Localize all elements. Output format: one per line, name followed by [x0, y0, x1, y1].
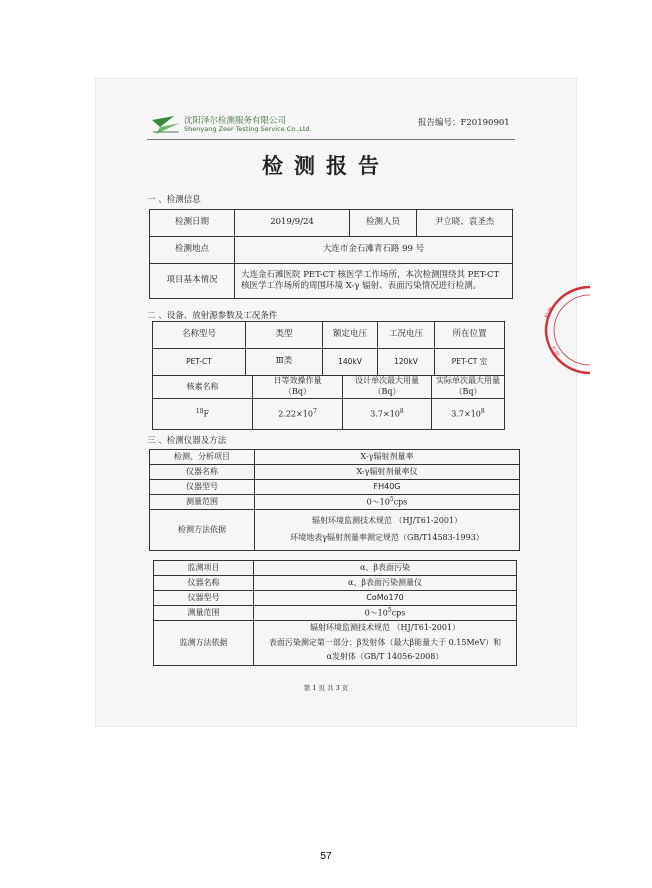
range-text: 0～10 [364, 608, 388, 618]
company-name-cn: 沈阳泽尔检测服务有限公司 [184, 116, 287, 126]
nuclide-header-unit: （Bq） [454, 387, 482, 396]
document-title: 检测报告 [262, 153, 390, 178]
equip-cell: PET-CT [153, 349, 246, 376]
company-name-en: Shenyang Zeer Testing Service Co.,Ltd. [184, 125, 312, 133]
report-number: 报告编号：F20190901 [418, 118, 510, 128]
inst1-label: 检测、分析项目 [150, 450, 255, 465]
nuclide-name [153, 399, 253, 430]
inst1-value: X-γ辐射剂量率 [255, 450, 520, 465]
daily-base: 2.22×10 [278, 409, 313, 419]
equip-header: 工况电压 [378, 322, 435, 349]
location-label: 检测地点 [150, 237, 235, 264]
nuclide-header-line: 日等效操作量 [273, 376, 322, 386]
inst2-label: 仪器名称 [154, 576, 254, 591]
nuclide-table [152, 375, 505, 430]
equip-cell: 120kV [378, 349, 435, 376]
project-line-1: 大连金石滩医院 PET-CT 核医学工作场所，本次检测围绕其 PET-CT [241, 269, 500, 280]
inst2-label: 仪器型号 [154, 591, 254, 606]
inspector-label: 检测人员 [350, 210, 417, 237]
svg-text:检测: 检测 [543, 306, 556, 320]
inst2-label: 测量范围 [154, 606, 254, 621]
inspection-info-table [149, 209, 513, 299]
section-heading-1: 一 、检测信息 [147, 195, 201, 205]
instrument-table-2 [153, 560, 517, 666]
inst2-range [254, 606, 517, 621]
equip-header: 额定电压 [323, 322, 378, 349]
inst1-range [255, 495, 520, 510]
range-unit: cps [393, 497, 408, 507]
inst1-value: X-γ辐射剂量率仪 [255, 465, 520, 480]
equip-cell: PET-CT 室 [435, 349, 505, 376]
nuclide-header [343, 376, 432, 399]
company-logo-icon [150, 114, 182, 136]
method-line: 辐射环境监测技术规范 （HJ/T61-2001） [310, 622, 460, 632]
design-base: 3.7×10 [370, 409, 400, 419]
official-seal-stamp-icon [530, 285, 590, 375]
equipment-table [152, 321, 505, 376]
inspector-value: 尹立晓、袁圣杰 [417, 210, 513, 237]
actual-exp: 8 [480, 407, 485, 415]
inst2-value: α、β表面污染 [254, 561, 517, 576]
page-indicator: 第 1 页 共 3 页 [303, 684, 349, 692]
range-exp: 5 [389, 495, 394, 503]
equip-header: 名称型号 [153, 322, 246, 349]
inst1-value: FH40G [255, 480, 520, 495]
section-heading-2: 二 、设备、放射源参数及工况条件 [147, 311, 278, 321]
project-line-2: 核医学工作场所的周围环境 X-γ 辐射、表面污染情况进行检测。 [241, 281, 482, 291]
date-label: 检测日期 [150, 210, 235, 237]
nuclide-symbol: F [203, 409, 210, 419]
header-divider [147, 139, 515, 140]
location-value: 大连市金石滩青石路 99 号 [235, 237, 513, 264]
design-max [343, 399, 432, 430]
inst1-label: 测量范围 [150, 495, 255, 510]
method-line: 辐射环境监测技术规范 （HJ/T61-2001） [312, 516, 462, 526]
nuclide-header-line: 设计单次最大用量 [355, 376, 419, 386]
nuclide-mass-number: 18 [195, 407, 204, 415]
inst1-method-label: 检测方法依据 [150, 510, 255, 551]
project-label: 项目基本情况 [150, 264, 235, 299]
inst2-value: α、β表面污染测量仪 [254, 576, 517, 591]
nuclide-header-unit: （Bq） [284, 387, 311, 396]
equip-cell: 140kV [323, 349, 378, 376]
inst1-label: 仪器名称 [150, 465, 255, 480]
inst1-label: 仪器型号 [150, 480, 255, 495]
inst2-value: CoMo170 [254, 591, 517, 606]
range-exp: 5 [387, 606, 392, 614]
inst1-method-value [255, 510, 520, 551]
nuclide-header [253, 376, 343, 399]
equip-header: 所在位置 [435, 322, 505, 349]
actual-max [432, 399, 505, 430]
footer-page-number: 57 [320, 851, 332, 862]
svg-text:专用: 专用 [548, 344, 561, 359]
range-text: 0～10 [366, 497, 390, 507]
nuclide-header: 核素名称 [153, 376, 253, 399]
inst2-method-label: 监测方法依据 [154, 621, 254, 666]
daily-exp: 7 [312, 407, 317, 415]
date-value: 2019/9/24 [235, 210, 350, 237]
method-line: 环境地表γ辐射剂量率测定规范（GB/T14583-1993） [290, 533, 484, 542]
nuclide-header-unit: （Bq） [373, 387, 401, 396]
nuclide-header-line: 实际单次最大用量 [436, 376, 500, 386]
actual-base: 3.7×10 [451, 409, 481, 419]
range-unit: cps [391, 608, 406, 618]
method-line: 表面污染测定第一部分：β发射体（最大β能量大于 0.15MeV）和 [268, 637, 502, 647]
nuclide-header [432, 376, 505, 399]
instrument-table-1 [149, 449, 520, 551]
equip-cell: Ⅲ类 [246, 349, 323, 376]
project-value [235, 264, 513, 299]
method-line: α发射体（GB/T 14056-2008） [326, 652, 444, 662]
design-exp: 8 [399, 407, 404, 415]
equip-header: 类型 [246, 322, 323, 349]
daily-amount [253, 399, 343, 430]
section-heading-3: 三 、检测仪器及方法 [147, 436, 227, 446]
inst2-method-value [254, 621, 517, 666]
inst2-label: 监测项目 [154, 561, 254, 576]
